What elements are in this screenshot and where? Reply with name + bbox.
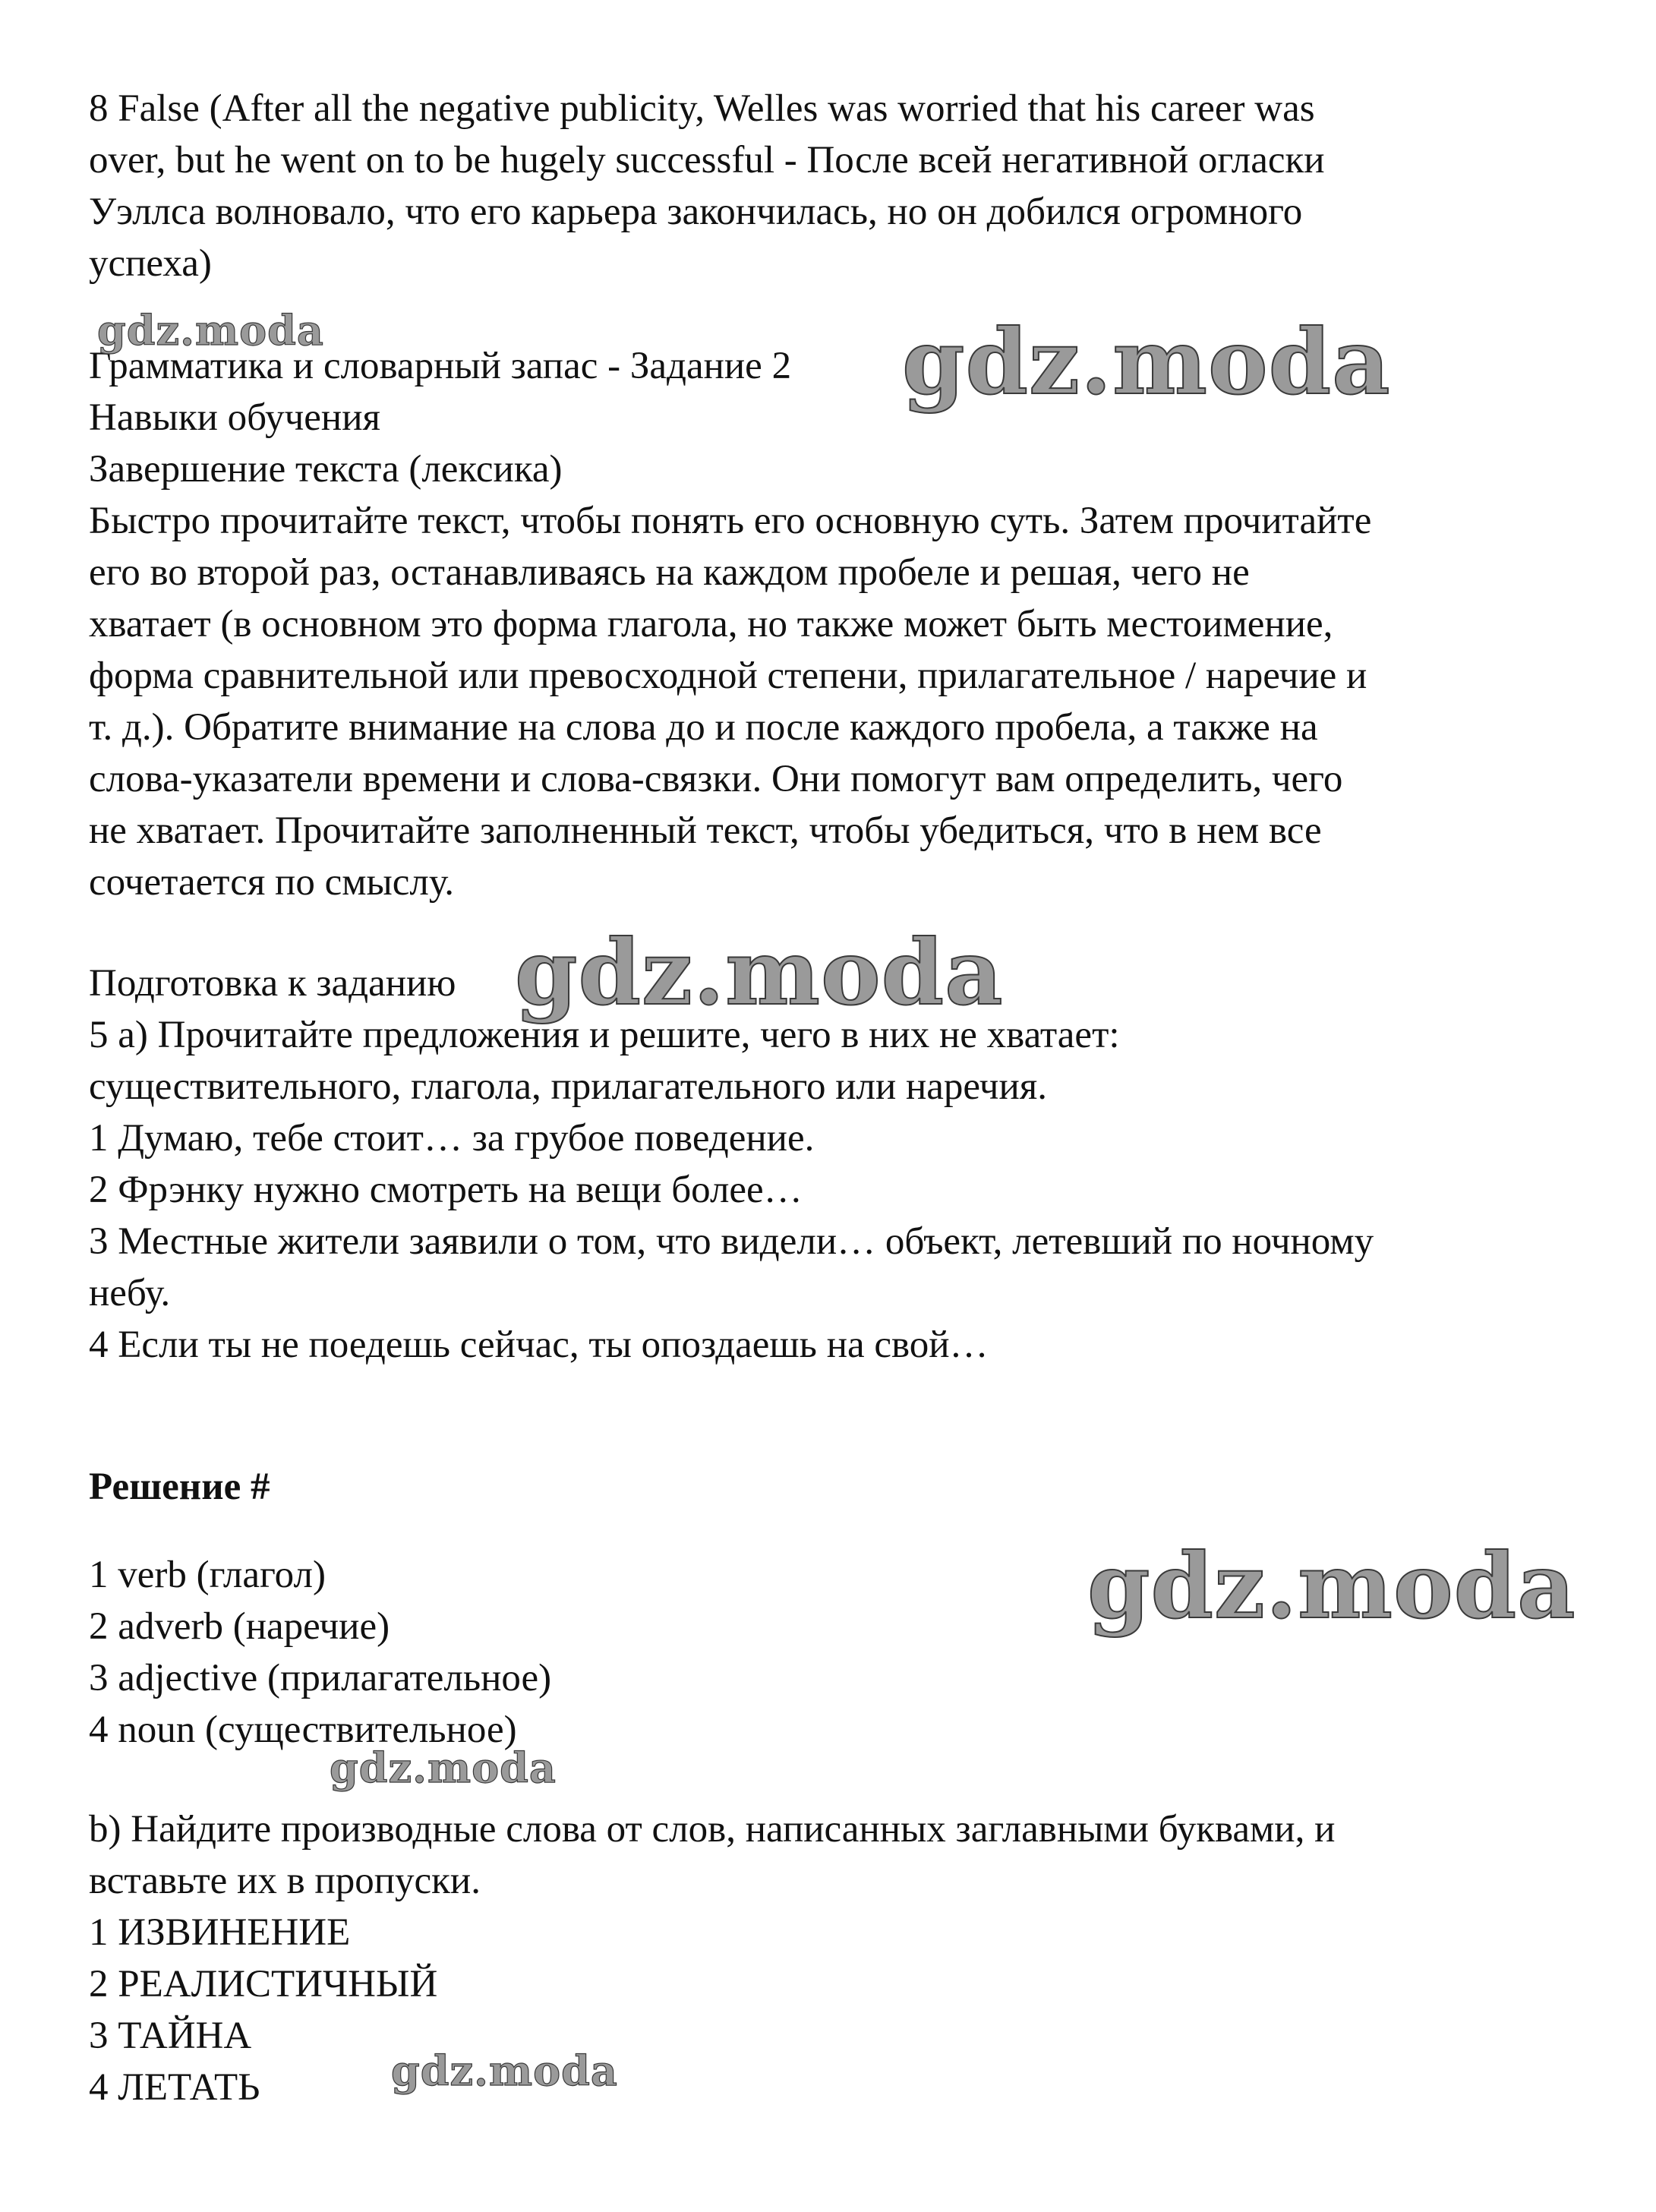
task-5a-line-2: существительного, глагола, прилагательного или наречия. xyxy=(89,1065,1047,1108)
skills-line-7: не хватает. Прочитайте заполненный текст, чтобы убедиться, что в нем все xyxy=(89,809,1322,852)
watermark: gdz.moda xyxy=(330,1743,557,1792)
watermark: gdz.moda xyxy=(902,309,1391,415)
watermark: gdz.moda xyxy=(1087,1533,1576,1639)
solution-answer-3: 3 adjective (прилагательное) xyxy=(89,1657,552,1699)
task-5a-line-1: 5 a) Прочитайте предложения и решите, чего в них не хватает: xyxy=(89,1014,1120,1056)
skills-line-5: т. д.). Обратите внимание на слова до и после каждого пробела, а также на xyxy=(89,706,1318,749)
task-5b-item-2: 2 РЕАЛИСТИЧНЫЙ xyxy=(89,1963,438,2005)
task-5b-item-4: 4 ЛЕТАТЬ xyxy=(89,2066,260,2109)
skills-title: Навыки обучения xyxy=(89,396,380,439)
watermark: gdz.moda xyxy=(391,2046,618,2095)
task-5b-item-3: 3 ТАЙНА xyxy=(89,2015,252,2057)
task-5a-item-1: 1 Думаю, тебе стоит… за грубое поведение. xyxy=(89,1117,815,1160)
task-5b-item-1: 1 ИЗВИНЕНИЕ xyxy=(89,1911,351,1954)
task-5a-item-3: 3 Местные жители заявили о том, что видели… объект, летевший по ночному xyxy=(89,1220,1374,1263)
intro-line-2: over, but he went on to be hugely successful - После всей негативной огласки xyxy=(89,139,1325,181)
solution-answer-4: 4 noun (существительное) xyxy=(89,1709,517,1751)
skills-subtitle: Завершение текста (лексика) xyxy=(89,448,563,491)
intro-line-1: 8 False (After all the negative publicity, Welles was worried that his career was xyxy=(89,87,1315,130)
skills-line-1: Быстро прочитайте текст, чтобы понять его основную суть. Затем прочитайте xyxy=(89,500,1372,542)
task-5a-item-3-cont: небу. xyxy=(89,1272,171,1314)
task-5b-line-2: вставьте их в пропуски. xyxy=(89,1860,481,1902)
skills-line-8: сочетается по смыслу. xyxy=(89,861,454,904)
solution-answer-2: 2 adverb (наречие) xyxy=(89,1605,390,1648)
skills-line-2: его во второй раз, останавливаясь на каждом пробеле и решая, чего не xyxy=(89,551,1250,594)
task-5b-line-1: b) Найдите производные слова от слов, написанных заглавными буквами, и xyxy=(89,1808,1336,1851)
task-prep-title: Подготовка к заданию xyxy=(89,962,456,1005)
skills-line-3: хватает (в основном это форма глагола, но также может быть местоимение, xyxy=(89,603,1333,645)
intro-line-4: успеха) xyxy=(89,242,212,285)
watermark: gdz.moda xyxy=(97,306,324,355)
task-5a-item-2: 2 Фрэнку нужно смотреть на вещи более… xyxy=(89,1169,803,1211)
skills-line-6: слова-указатели времени и слова-связки. Они помогут вам определить, чего xyxy=(89,758,1343,800)
task-5a-item-4: 4 Если ты не поедешь сейчас, ты опоздаешь на свой… xyxy=(89,1324,989,1366)
solution-heading: Решение # xyxy=(89,1466,270,1508)
intro-line-3: Уэллса волновало, что его карьера закончилась, но он добился огромного xyxy=(89,191,1303,233)
section-heading: Грамматика и словарный запас - Задание 2 xyxy=(89,345,792,387)
watermark: gdz.moda xyxy=(515,920,1004,1025)
skills-line-4: форма сравнительной или превосходной степени, прилагательное / наречие и xyxy=(89,655,1367,697)
solution-answer-1: 1 verb (глагол) xyxy=(89,1554,326,1596)
